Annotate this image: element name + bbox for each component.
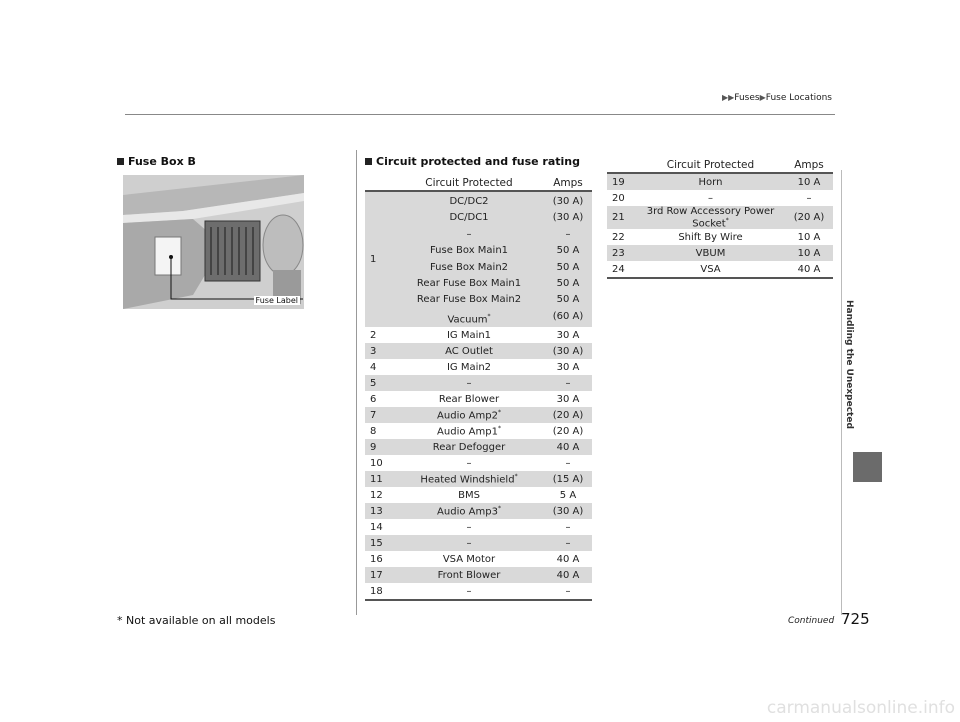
fuse-amps: (15 A)	[544, 471, 592, 487]
circuit-name: –	[466, 585, 472, 597]
circuit-name: Shift By Wire	[678, 231, 743, 243]
circuit-cell	[394, 583, 544, 600]
circuit-rating-title: Circuit protected and fuse rating	[365, 155, 580, 168]
fuse-amps: (30 A)	[552, 196, 584, 207]
fuse-number: 13	[365, 503, 394, 519]
circuit-cell	[394, 327, 544, 343]
fuse-amps: (30 A)	[552, 212, 584, 224]
fuse-amps: 10 A	[797, 231, 821, 243]
table-row	[365, 343, 592, 359]
header-divider	[125, 114, 835, 115]
fuse-number: 20	[612, 192, 625, 204]
section-marker-icon	[365, 158, 372, 165]
table-row	[365, 407, 592, 423]
fuse-box-illustration	[123, 175, 304, 309]
watermark: carmanualsonline.info	[766, 698, 955, 718]
fuse-amps: 40 A	[556, 553, 580, 565]
table-row	[365, 551, 592, 567]
footnote-star: *	[514, 472, 518, 480]
fuse-label-callout: Fuse Label	[255, 296, 298, 305]
fuse-amps: –	[565, 457, 571, 469]
circuit-name: Audio Amp3	[437, 506, 498, 518]
page-number: 725	[841, 610, 870, 628]
fuse-amps: 40 A	[544, 439, 592, 455]
footnote-star: *	[497, 408, 501, 416]
circuit-name: –	[466, 537, 472, 549]
table-row	[365, 567, 592, 583]
column-header-circuit: Circuit Protected	[636, 157, 785, 173]
fuse-number: 15	[365, 535, 394, 551]
table-row	[365, 471, 592, 487]
fuse-amps: (20 A)	[552, 425, 584, 437]
circuit-cell	[394, 551, 544, 567]
fuse-number: 16	[370, 553, 383, 565]
circuit-cell	[636, 229, 785, 245]
fuse-amps: –	[565, 228, 571, 240]
table-row	[607, 206, 833, 229]
chapter-label: Handling the Unexpected	[844, 300, 854, 429]
circuit-name: BMS	[458, 489, 480, 501]
fuse-number: 6	[370, 393, 377, 405]
table-row	[365, 327, 592, 343]
circuit-name: Heated Windshield	[420, 474, 515, 486]
column-divider	[356, 150, 357, 615]
fuse-number: 7	[365, 407, 394, 423]
fuse-number: 18	[365, 583, 394, 600]
circuit-name: IG Main2	[446, 361, 492, 373]
circuit-cell	[394, 487, 544, 503]
fuse-amps: 10 A	[785, 173, 833, 190]
circuit-name: Rear Fuse Box Main2	[416, 294, 522, 306]
circuit-cell	[394, 359, 544, 375]
circuit-name: Front Blower	[437, 569, 501, 581]
circuit-name: Audio Amp2	[437, 410, 498, 422]
fuse-number: 12	[370, 489, 383, 501]
circuit-name: Fuse Box Main2	[429, 261, 509, 273]
fuse-number: 10	[370, 457, 383, 469]
table-row	[365, 439, 592, 455]
fuse-number: 5	[365, 375, 394, 391]
fuse-number: 19	[607, 173, 636, 190]
footnote: * Not available on all models	[117, 614, 276, 627]
fuse-amps: (30 A)	[544, 343, 592, 359]
fuse-amps: (20 A)	[785, 206, 833, 229]
fuse-amps: 50 A	[556, 245, 580, 257]
circuit-name: –	[466, 521, 472, 533]
fuse-amps: 50 A	[556, 261, 580, 273]
fuse-amps: –	[565, 521, 571, 533]
circuit-name: VSA	[700, 263, 721, 275]
circuit-cell	[394, 407, 544, 423]
circuit-cell	[394, 503, 544, 519]
circuit-name: –	[708, 192, 713, 204]
table-row	[365, 375, 592, 391]
column-header-circuit: Circuit Protected	[394, 175, 544, 191]
circuit-name: Audio Amp1	[437, 426, 498, 438]
circuit-cell	[394, 423, 544, 439]
fuse-amps: –	[544, 375, 592, 391]
fuse-number: 22	[612, 231, 625, 243]
circuit-name: –	[466, 457, 472, 469]
table-row	[365, 191, 592, 327]
fuse-amps: –	[544, 583, 592, 600]
fuse-number: 8	[370, 425, 377, 437]
circuit-name: Rear Fuse Box Main1	[416, 277, 522, 289]
fuse-number: 9	[365, 439, 394, 455]
circuit-name: 3rd Row Accessory Power Socket	[646, 206, 775, 230]
circuit-cell	[636, 190, 785, 206]
fuse-number: 24	[607, 261, 636, 278]
fuse-number: 21	[607, 206, 636, 229]
circuit-name: Horn	[698, 176, 723, 188]
footnote-star: *	[487, 312, 491, 320]
circuit-name: VSA Motor	[442, 553, 496, 565]
fuse-number: 2	[370, 329, 377, 341]
circuit-cell	[394, 519, 544, 535]
fuse-amps: 30 A	[556, 361, 580, 373]
fuse-table-1	[365, 175, 592, 601]
table-row	[607, 229, 833, 245]
footnote-star: *	[497, 504, 501, 512]
circuit-cell	[394, 439, 544, 455]
breadcrumb-arrow-icon: ▶▶	[721, 93, 735, 102]
fuse-box-b-title: Fuse Box B	[117, 155, 196, 168]
circuit-name: DC/DC2	[449, 196, 489, 207]
circuit-name: AC Outlet	[445, 345, 493, 357]
table-row	[365, 391, 592, 407]
circuit-name: Vacuum	[447, 314, 488, 326]
table-row	[365, 503, 592, 519]
fuse-amps: (60 A)	[552, 310, 584, 322]
circuit-name: IG Main1	[446, 329, 492, 341]
table-row	[365, 583, 592, 600]
fuse-amps: 30 A	[556, 329, 580, 341]
circuit-cell	[394, 567, 544, 583]
circuit-cell	[394, 375, 544, 391]
breadcrumb-fuses: Fuses	[734, 93, 760, 103]
circuit-cell	[394, 343, 544, 359]
table-row	[365, 487, 592, 503]
fuse-amps: 30 A	[556, 393, 580, 405]
fuse-amps: –	[806, 192, 812, 204]
fuse-amps: –	[544, 535, 592, 551]
footnote-star: *	[497, 424, 501, 432]
circuit-cell	[636, 261, 785, 278]
table-row	[607, 261, 833, 278]
continued-label: Continued	[788, 616, 835, 626]
circuit-name: –	[466, 228, 472, 240]
circuit-cell	[394, 535, 544, 551]
table-row	[607, 190, 833, 206]
fuse-number: 14	[370, 521, 383, 533]
fuse-number: 3	[365, 343, 394, 359]
fuse-number: 1	[365, 191, 394, 327]
circuit-name: DC/DC1	[449, 212, 489, 224]
column-header-amps: Amps	[544, 175, 592, 191]
fuse-amps: (30 A)	[544, 503, 592, 519]
fuse-amps: 50 A	[556, 277, 580, 289]
fuse-amps: (20 A)	[544, 407, 592, 423]
circuit-name: Rear Defogger	[432, 441, 506, 453]
fuse-number: 4	[370, 361, 377, 373]
fuse-table-2	[607, 157, 833, 279]
fuse-box-photo	[123, 175, 304, 309]
circuit-cell	[636, 173, 785, 190]
breadcrumb-arrow-icon: ▶	[759, 93, 766, 102]
fuse-amps: 5 A	[559, 489, 577, 501]
table-row	[365, 455, 592, 471]
circuit-cell	[636, 206, 785, 229]
circuit-name: VBUM	[695, 247, 726, 259]
fuse-number: 11	[365, 471, 394, 487]
fuse-amps: 40 A	[544, 567, 592, 583]
circuit-cell	[394, 391, 544, 407]
fuse-amps: 50 A	[556, 294, 580, 306]
section-marker-icon	[117, 158, 124, 165]
chapter-tab	[853, 452, 882, 482]
circuit-name: –	[466, 377, 472, 389]
fuse-amps: 10 A	[785, 245, 833, 261]
fuse-number: 23	[607, 245, 636, 261]
circuit-cell	[394, 455, 544, 471]
table-row	[365, 359, 592, 375]
fuse-amps: 40 A	[785, 261, 833, 278]
table-row	[365, 519, 592, 535]
table-row	[365, 423, 592, 439]
circuit-name: Fuse Box Main1	[429, 245, 509, 257]
table-row	[607, 173, 833, 190]
breadcrumb	[722, 93, 832, 103]
breadcrumb-fuse-locations: Fuse Locations	[765, 93, 832, 103]
circuit-cell	[636, 245, 785, 261]
footnote-star: *	[725, 217, 729, 224]
circuit-name: Rear Blower	[438, 393, 500, 405]
column-header-amps: Amps	[785, 157, 833, 173]
fuse-number: 17	[365, 567, 394, 583]
circuit-cell	[394, 471, 544, 487]
margin-divider	[841, 170, 842, 615]
table-row	[365, 535, 592, 551]
table-row	[607, 245, 833, 261]
